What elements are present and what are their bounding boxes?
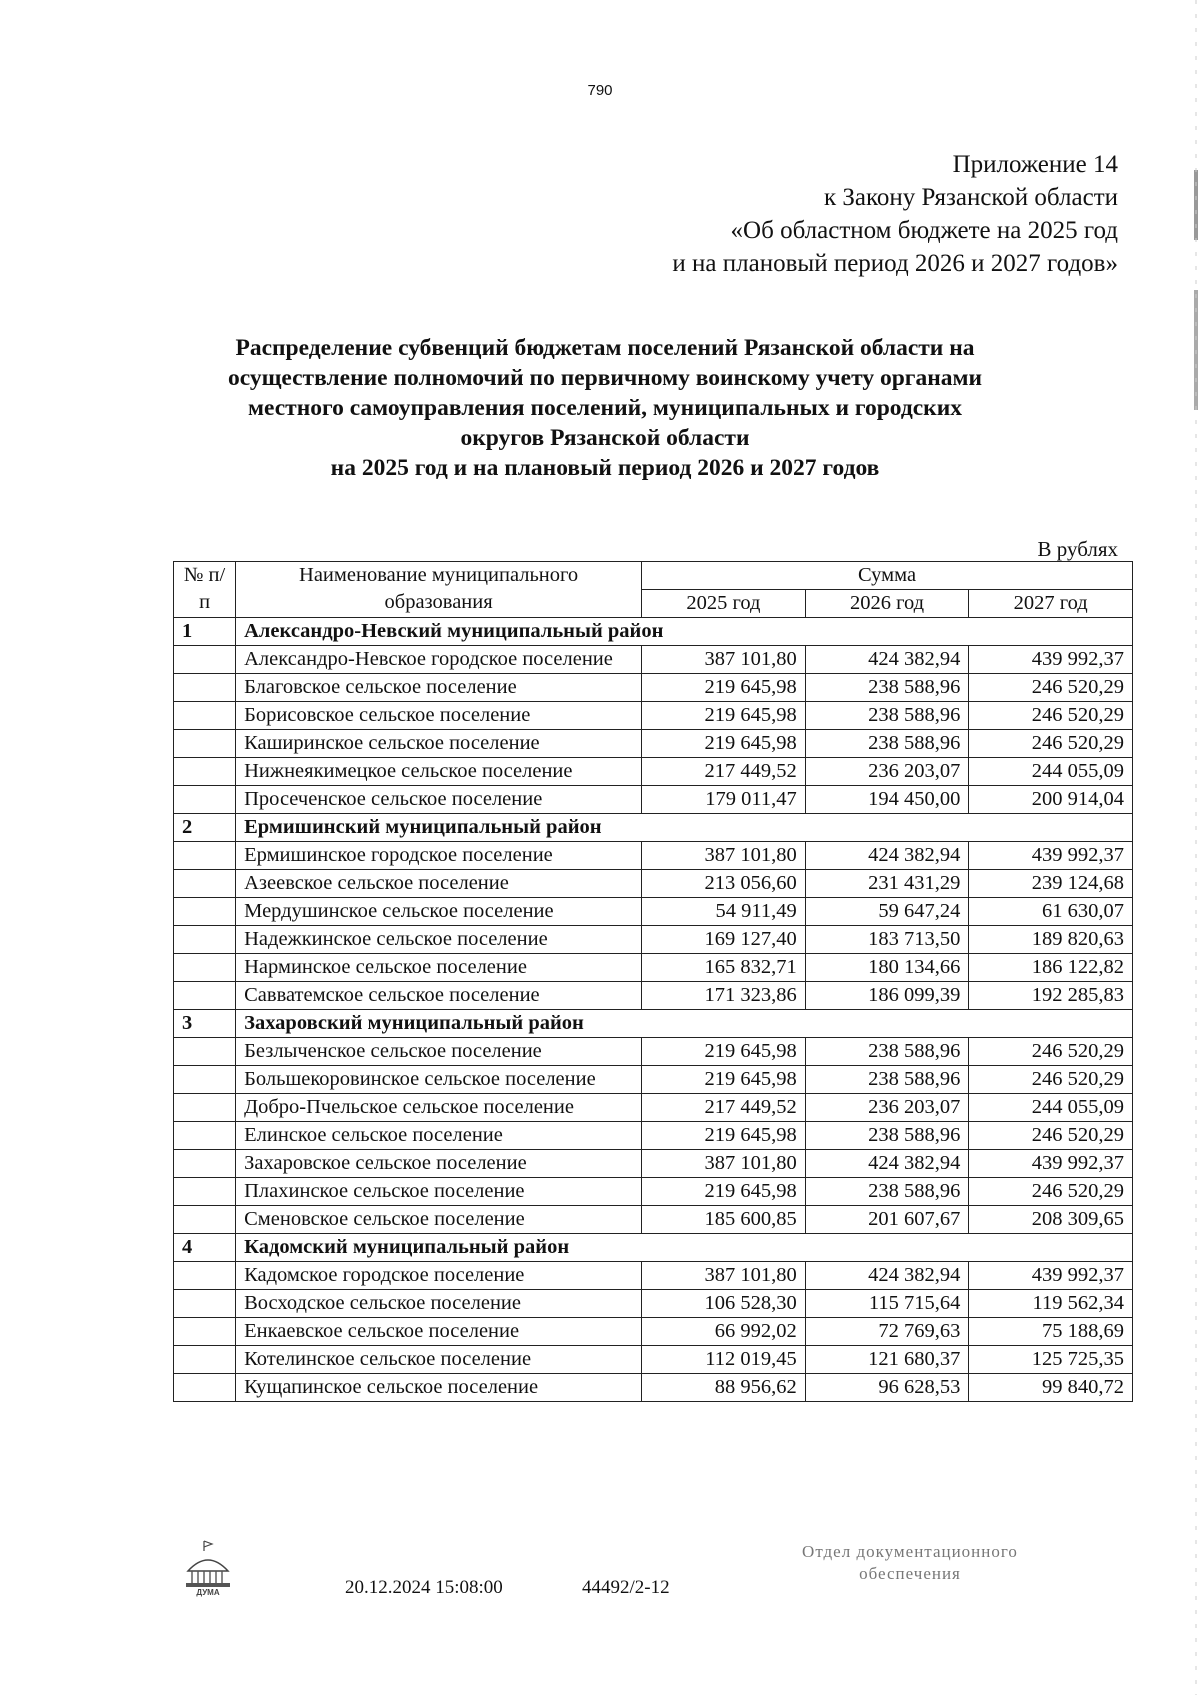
value-2027: 246 520,29	[969, 1122, 1133, 1150]
row-number-cell	[174, 1038, 236, 1066]
value-2027: 246 520,29	[969, 1066, 1133, 1094]
table-row	[174, 702, 1133, 730]
page-footer	[0, 1537, 1200, 1637]
appendix-reference	[672, 148, 1118, 280]
value-2026: 238 588,96	[805, 1122, 969, 1150]
value-2025: 387 101,80	[642, 1262, 806, 1290]
value-2027: 246 520,29	[969, 1038, 1133, 1066]
row-number-cell	[174, 786, 236, 814]
table-row	[174, 1122, 1133, 1150]
settlement-name: Благовское сельское поселение	[236, 674, 642, 702]
duma-logo-icon	[182, 1537, 234, 1597]
value-2025: 88 956,62	[642, 1374, 806, 1402]
value-2027: 75 188,69	[969, 1318, 1133, 1346]
settlement-name: Добро-Пчельское сельское поселение	[236, 1094, 642, 1122]
district-row	[174, 1234, 1133, 1262]
department-stamp	[760, 1541, 1060, 1585]
row-number-cell	[174, 1122, 236, 1150]
row-number-cell	[174, 730, 236, 758]
dept-stamp-line: Отдел документационного	[802, 1542, 1018, 1561]
row-number-cell	[174, 1094, 236, 1122]
value-2027: 246 520,29	[969, 702, 1133, 730]
table-row	[174, 1318, 1133, 1346]
row-number-cell	[174, 702, 236, 730]
table-row	[174, 674, 1133, 702]
logo-lettering: ДУМА	[196, 1588, 220, 1597]
table-row	[174, 1094, 1133, 1122]
value-2026: 183 713,50	[805, 926, 969, 954]
header-name: Наименование муниципального образования	[236, 562, 642, 618]
value-2025: 179 011,47	[642, 786, 806, 814]
row-number-cell	[174, 1290, 236, 1318]
settlement-name: Большекоровинское сельское поселение	[236, 1066, 642, 1094]
value-2026: 236 203,07	[805, 758, 969, 786]
value-2026: 424 382,94	[805, 1150, 969, 1178]
table-row	[174, 758, 1133, 786]
settlement-name: Савватемское сельское поселение	[236, 982, 642, 1010]
district-row	[174, 814, 1133, 842]
table-row	[174, 954, 1133, 982]
settlement-name: Просеченское сельское поселение	[236, 786, 642, 814]
value-2027: 125 725,35	[969, 1346, 1133, 1374]
settlement-name: Надежкинское сельское поселение	[236, 926, 642, 954]
row-number-cell	[174, 926, 236, 954]
value-2027: 61 630,07	[969, 898, 1133, 926]
table-row	[174, 898, 1133, 926]
value-2026: 238 588,96	[805, 1178, 969, 1206]
value-2025: 219 645,98	[642, 1066, 806, 1094]
row-number-cell	[174, 982, 236, 1010]
table-row	[174, 926, 1133, 954]
value-2025: 185 600,85	[642, 1206, 806, 1234]
value-2026: 121 680,37	[805, 1346, 969, 1374]
table-row	[174, 730, 1133, 758]
value-2025: 387 101,80	[642, 646, 806, 674]
value-2027: 439 992,37	[969, 1262, 1133, 1290]
value-2025: 387 101,80	[642, 1150, 806, 1178]
value-2026: 180 134,66	[805, 954, 969, 982]
appendix-line: и на плановый период 2026 и 2027 годов»	[672, 250, 1118, 277]
row-number-cell	[174, 1206, 236, 1234]
table-row	[174, 1346, 1133, 1374]
value-2025: 66 992,02	[642, 1318, 806, 1346]
row-number-cell	[174, 1262, 236, 1290]
value-2025: 219 645,98	[642, 1178, 806, 1206]
value-2027: 200 914,04	[969, 786, 1133, 814]
value-2026: 59 647,24	[805, 898, 969, 926]
value-2026: 96 628,53	[805, 1374, 969, 1402]
value-2025: 219 645,98	[642, 1038, 806, 1066]
district-name: Ермишинский муниципальный район	[236, 814, 1133, 842]
title-line: на 2025 год и на плановый период 2026 и 2027 годов	[330, 455, 880, 481]
district-row	[174, 1010, 1133, 1038]
appendix-line: к Закону Рязанской области	[824, 184, 1118, 211]
row-number-cell	[174, 1346, 236, 1374]
value-2026: 186 099,39	[805, 982, 969, 1010]
value-2025: 112 019,45	[642, 1346, 806, 1374]
settlement-name: Ермишинское городское поселение	[236, 842, 642, 870]
settlement-name: Енкаевское сельское поселение	[236, 1318, 642, 1346]
value-2026: 194 450,00	[805, 786, 969, 814]
table-row	[174, 1290, 1133, 1318]
district-row	[174, 618, 1133, 646]
value-2026: 236 203,07	[805, 1094, 969, 1122]
settlement-name: Азеевское сельское поселение	[236, 870, 642, 898]
title-line: Распределение субвенций бюджетам поселений Рязанской области на	[235, 335, 975, 361]
table-row	[174, 870, 1133, 898]
value-2025: 106 528,30	[642, 1290, 806, 1318]
scan-edge-marks	[1190, 0, 1200, 1695]
settlement-name: Безлыченское сельское поселение	[236, 1038, 642, 1066]
table-row	[174, 1374, 1133, 1402]
district-name: Кадомский муниципальный район	[236, 1234, 1133, 1262]
value-2026: 238 588,96	[805, 1066, 969, 1094]
settlement-name: Борисовское сельское поселение	[236, 702, 642, 730]
row-number-cell	[174, 1178, 236, 1206]
table-row	[174, 1206, 1133, 1234]
row-number-cell	[174, 842, 236, 870]
units-label: В рублях	[1037, 537, 1118, 561]
district-number: 2	[174, 814, 236, 842]
settlement-name: Нарминское сельское поселение	[236, 954, 642, 982]
row-number-cell	[174, 1374, 236, 1402]
value-2026: 424 382,94	[805, 646, 969, 674]
title-line: округов Рязанской области	[460, 425, 750, 451]
value-2025: 217 449,52	[642, 1094, 806, 1122]
district-name: Александро-Невский муниципальный район	[236, 618, 1133, 646]
row-number-cell	[174, 1066, 236, 1094]
value-2027: 439 992,37	[969, 842, 1133, 870]
table-body	[174, 618, 1133, 1402]
value-2025: 217 449,52	[642, 758, 806, 786]
value-2027: 439 992,37	[969, 1150, 1133, 1178]
table-row	[174, 1178, 1133, 1206]
value-2025: 165 832,71	[642, 954, 806, 982]
value-2025: 213 056,60	[642, 870, 806, 898]
value-2027: 208 309,65	[969, 1206, 1133, 1234]
value-2027: 246 520,29	[969, 730, 1133, 758]
value-2027: 186 122,82	[969, 954, 1133, 982]
table-row	[174, 1262, 1133, 1290]
settlement-name: Елинское сельское поселение	[236, 1122, 642, 1150]
header-sum: Сумма	[642, 562, 1133, 590]
settlement-name: Мердушинское сельское поселение	[236, 898, 642, 926]
page-number: 790	[587, 82, 613, 99]
title-line: осуществление полномочий по первичному воинскому учету органами	[227, 365, 983, 391]
appendix-line: «Об областном бюджете на 2025 год	[730, 217, 1118, 244]
district-number: 1	[174, 618, 236, 646]
row-number-cell	[174, 674, 236, 702]
district-name: Захаровский муниципальный район	[236, 1010, 1133, 1038]
value-2025: 171 323,86	[642, 982, 806, 1010]
value-2027: 244 055,09	[969, 1094, 1133, 1122]
appendix-line: Приложение 14	[952, 151, 1118, 178]
district-number: 3	[174, 1010, 236, 1038]
settlement-name: Плахинское сельское поселение	[236, 1178, 642, 1206]
value-2025: 219 645,98	[642, 702, 806, 730]
settlement-name: Каширинское сельское поселение	[236, 730, 642, 758]
value-2025: 54 911,49	[642, 898, 806, 926]
value-2026: 238 588,96	[805, 674, 969, 702]
value-2027: 246 520,29	[969, 1178, 1133, 1206]
value-2027: 439 992,37	[969, 646, 1133, 674]
table-row	[174, 1066, 1133, 1094]
table-row	[174, 786, 1133, 814]
table-row	[174, 842, 1133, 870]
value-2027: 239 124,68	[969, 870, 1133, 898]
settlement-name: Котелинское сельское поселение	[236, 1346, 642, 1374]
header-num: № п/п	[174, 562, 236, 618]
value-2026: 238 588,96	[805, 730, 969, 758]
header-2025: 2025 год	[642, 590, 806, 618]
row-number-cell	[174, 898, 236, 926]
value-2027: 119 562,34	[969, 1290, 1133, 1318]
table-header	[174, 562, 1133, 618]
value-2027: 189 820,63	[969, 926, 1133, 954]
registration-date: 20.12.2024 15:08:00	[345, 1577, 503, 1598]
table-row	[174, 1038, 1133, 1066]
settlement-name: Восходское сельское поселение	[236, 1290, 642, 1318]
row-number-cell	[174, 1318, 236, 1346]
value-2027: 192 285,83	[969, 982, 1133, 1010]
row-number-cell	[174, 954, 236, 982]
value-2026: 238 588,96	[805, 702, 969, 730]
value-2026: 238 588,96	[805, 1038, 969, 1066]
value-2025: 219 645,98	[642, 674, 806, 702]
header-2027: 2027 год	[969, 590, 1133, 618]
dept-stamp-line: обеспечения	[859, 1564, 961, 1583]
registration-code: 44492/2-12	[582, 1577, 670, 1598]
value-2026: 115 715,64	[805, 1290, 969, 1318]
value-2026: 424 382,94	[805, 842, 969, 870]
table-row	[174, 1150, 1133, 1178]
value-2027: 99 840,72	[969, 1374, 1133, 1402]
value-2025: 387 101,80	[642, 842, 806, 870]
settlement-name: Сменовское сельское поселение	[236, 1206, 642, 1234]
value-2026: 424 382,94	[805, 1262, 969, 1290]
table-row	[174, 646, 1133, 674]
value-2027: 244 055,09	[969, 758, 1133, 786]
header-2026: 2026 год	[805, 590, 969, 618]
row-number-cell	[174, 1150, 236, 1178]
value-2025: 169 127,40	[642, 926, 806, 954]
value-2027: 246 520,29	[969, 674, 1133, 702]
row-number-cell	[174, 646, 236, 674]
row-number-cell	[174, 758, 236, 786]
title-line: местного самоуправления поселений, муниципальных и городских	[248, 395, 962, 421]
settlement-name: Кущапинское сельское поселение	[236, 1374, 642, 1402]
settlement-name: Нижнеякимецкое сельское поселение	[236, 758, 642, 786]
value-2026: 72 769,63	[805, 1318, 969, 1346]
subvention-table	[173, 561, 1133, 1402]
value-2025: 219 645,98	[642, 730, 806, 758]
value-2026: 201 607,67	[805, 1206, 969, 1234]
table-row	[174, 982, 1133, 1010]
district-number: 4	[174, 1234, 236, 1262]
value-2026: 231 431,29	[805, 870, 969, 898]
settlement-name: Кадомское городское поселение	[236, 1262, 642, 1290]
settlement-name: Захаровское сельское поселение	[236, 1150, 642, 1178]
value-2025: 219 645,98	[642, 1122, 806, 1150]
row-number-cell	[174, 870, 236, 898]
settlement-name: Александро-Невское городское поселение	[236, 646, 642, 674]
document-title	[170, 333, 1040, 483]
